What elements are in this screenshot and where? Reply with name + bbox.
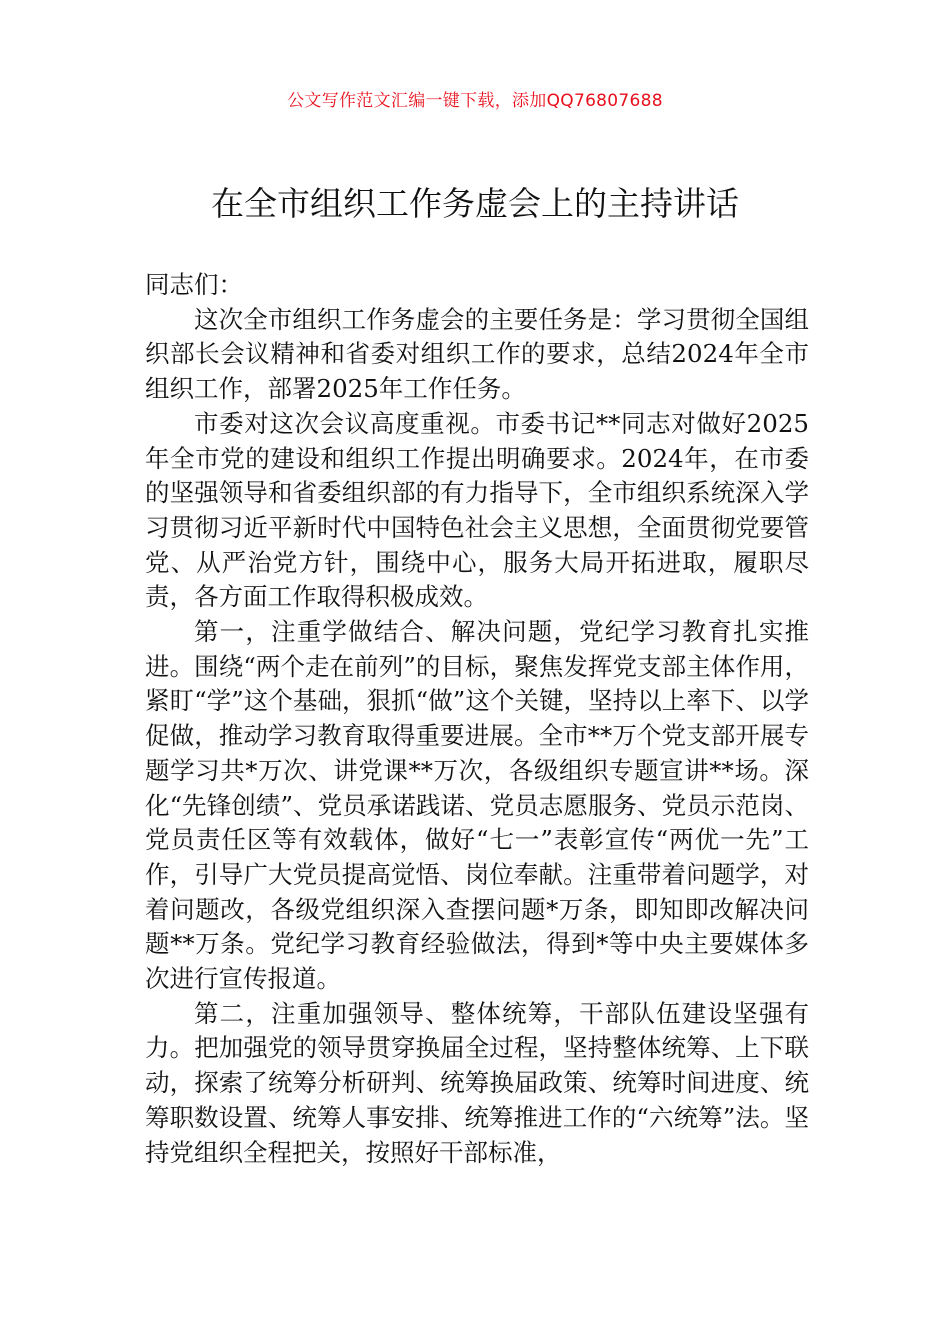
document-title: 在全市组织工作务虚会上的主持讲话 [211,184,739,223]
salutation: 同志们： [145,270,243,299]
download-banner: 公文写作范文汇编一键下载，添加QQ76807688 [287,91,663,111]
document-body [145,268,809,1170]
paragraph-second: 第二，注重加强领导、整体统筹，干部队伍建设坚强有力。把加强党的领导贯穿换届全过程，坚持整体统筹、上下联动，探索了统筹分析研判、统筹换届政策、统筹时间进度、统筹职数设置、统筹人事安排、统筹推进工作的“六统筹”法。坚持党组织全程把关，按照好干部标准， [145,998,809,1167]
paragraph-intro: 这次全市组织工作务虚会的主要任务是：学习贯彻全国组织部长会议精神和省委对组织工作的要求，总结2024年全市组织工作，部署2025年工作任务。 [145,304,809,404]
paragraph-overview: 市委对这次会议高度重视。市委书记**同志对做好2025年全市党的建设和组织工作提出明确要求。2024年，在市委的坚强领导和省委组织部的有力指导下，全市组织系统深入学习贯彻习近平新时代中国特色社会主义思想，全面贯彻党要管党、从严治党方针，围绕中心，服务大局开拓进取，履职尽责，各方面工作取得积极成效。 [145,408,809,612]
paragraph-first: 第一，注重学做结合、解决问题，党纪学习教育扎实推进。围绕“两个走在前列”的目标，聚焦发挥党支部主体作用，紧盯“学”这个基础，狠抓“做”这个关键，坚持以上率下、以学促做，推动学习教育取得重要进展。全市**万个党支部开展专题学习共*万次、讲党课**万次，各级组织专题宣讲**场。深化“先锋创绩”、党员承诺践诺、党员志愿服务、党员示范岗、党员责任区等有效载体，做好“七一”表彰宣传“两优一先”工作，引导广大党员提高觉悟、岗位奉献。注重带着问题学，对着问题改，各级党组织深入查摆问题*万条，即知即改解决问题**万条。党纪学习教育经验做法，得到*等中央主要媒体多次进行宣传报道。 [145,617,809,994]
